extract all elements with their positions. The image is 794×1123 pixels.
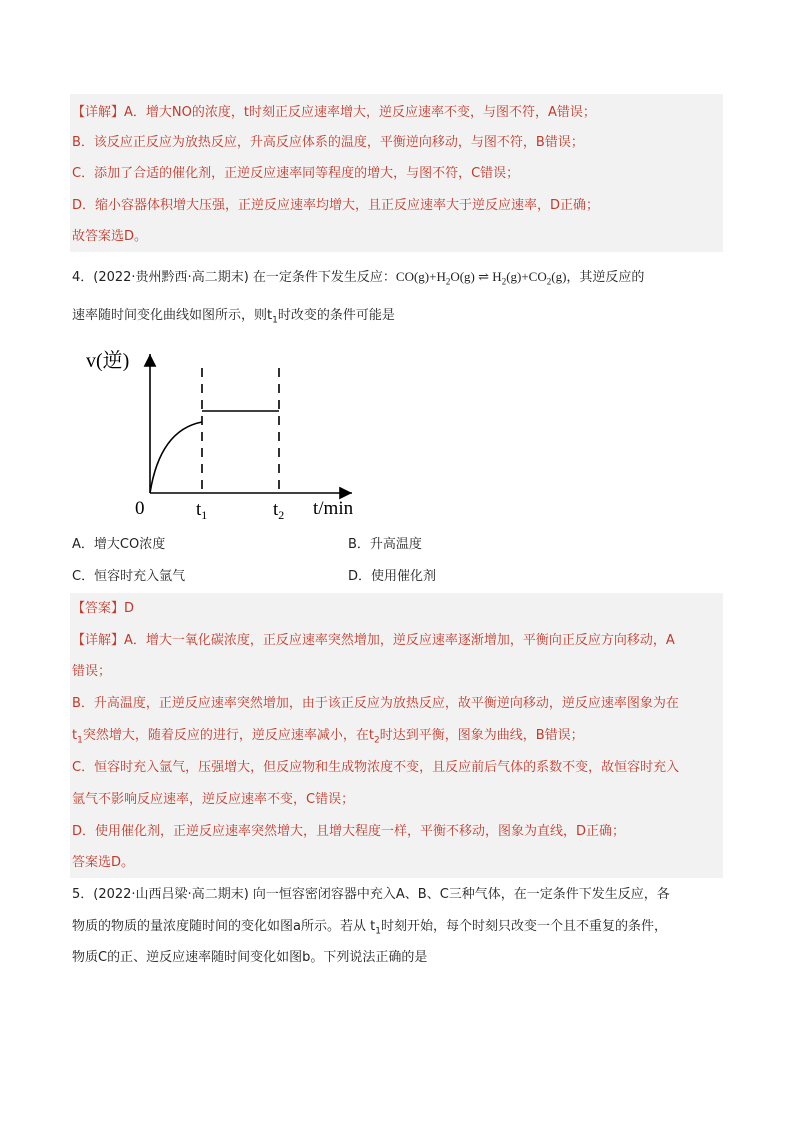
t1-label: $t_1$: [196, 499, 208, 520]
q3-explain-conclusion: 故答案选D。: [72, 229, 148, 244]
q4-rate-graph: [80, 340, 370, 520]
q3-explain-line-d: D．缩小容器体积增大压强，正逆反应速率均增大，且正反应速率大于逆反应速率，D正确；: [72, 198, 600, 213]
q4-option-a[interactable]: A．增大CO浓度: [72, 537, 166, 552]
q4-explain-a2: 错误；: [72, 664, 112, 679]
q4-explain-b1: B．升高温度，正逆反应速率突然增加，由于该正反应为放热反应，故平衡逆向移动，逆反应速率图象为在: [72, 696, 679, 711]
q4-answer-tag: 【答案】: [72, 601, 125, 616]
q5-stem-line-3: 物质C的正、逆反应速率随时间变化如图b。下列说法正确的是: [72, 950, 428, 965]
equilibrium-arrow-icon: ⇌: [478, 269, 490, 284]
q4-explain-c1: C．恒容时充入氩气，压强增大，但反应物和生成物浓度不变，且反应前后气体的系数不变，故恒容时充入: [72, 760, 680, 775]
q4-option-d[interactable]: D．使用催化剂: [348, 569, 437, 584]
q4-option-c[interactable]: C．恒容时充入氩气: [72, 569, 186, 584]
q3-explain-line-a: 【详解】A．增大NO的浓度，t时刻正反应速率增大，逆反应速率不变，与图不符，A错误；: [72, 105, 596, 120]
q4-explain-b2: $t_1$突然增大，随着反应的进行，逆反应速率减小，在$t_2$时达到平衡，图象为曲线，B错误；: [72, 728, 584, 746]
q4-stem-line-1: 4．(2022·贵州黔西·高二期末) 在一定条件下发生反应：$CO(g)+H_2O(g)$ ⇌ $H_2(g)+CO_2(g)$，其逆反应的: [72, 269, 645, 287]
q4-answer-line: [72, 600, 134, 618]
t2-label: $t_2$: [273, 499, 285, 520]
q4-explain-d: D．使用催化剂，正逆反应速率突然增大，且增大程度一样，平衡不移动，图象为直线，D正确；: [72, 824, 626, 839]
q4-conclusion: 答案选D。: [72, 855, 135, 870]
q4-option-b[interactable]: B．升高温度: [348, 537, 422, 552]
q3-explain-tag: 【详解】: [72, 105, 125, 120]
q5-stem-line-1: 5．(2022·山西吕梁·高二期末) 向一恒容密闭容器中充入A、B、C三种气体，在一定条件下发生反应，各: [72, 887, 670, 902]
x-axis-label: t/min: [313, 498, 354, 519]
q4-answer-value: D: [124, 601, 135, 616]
q4-equation: $CO(g)+H_2O(g)$ ⇌ $H_2(g)+CO_2(g)$: [395, 269, 567, 287]
q3-explain-line-c: C．添加了合适的催化剂，正逆反应速率同等程度的增大，与图不符，C错误；: [72, 166, 520, 181]
q3-explain-line-b: B．该反应正反应为放热反应，升高反应体系的温度，平衡逆向移动，与图不符，B错误；: [72, 135, 584, 150]
rate-curve: [150, 422, 202, 493]
q5-stem-line-2: 物质的物质的量浓度随时间的变化如图a所示。若从 $t_1$时刻开始，每个时刻只改变一个且不重复的条件，: [72, 919, 667, 937]
y-axis-label: v(逆): [86, 350, 130, 372]
q4-explain-a1: 【详解】A．增大一氧化碳浓度，正反应速率突然增加，逆反应速率逐渐增加，平衡向正反应方向移动，A: [72, 633, 675, 648]
origin-label: 0: [135, 498, 145, 519]
q4-explain-c2: 氩气不影响反应速率，逆反应速率不变，C错误；: [72, 792, 355, 807]
q4-stem-line-2: 速率随时间变化曲线如图所示，则$t_1$时改变的条件可能是: [72, 308, 395, 326]
